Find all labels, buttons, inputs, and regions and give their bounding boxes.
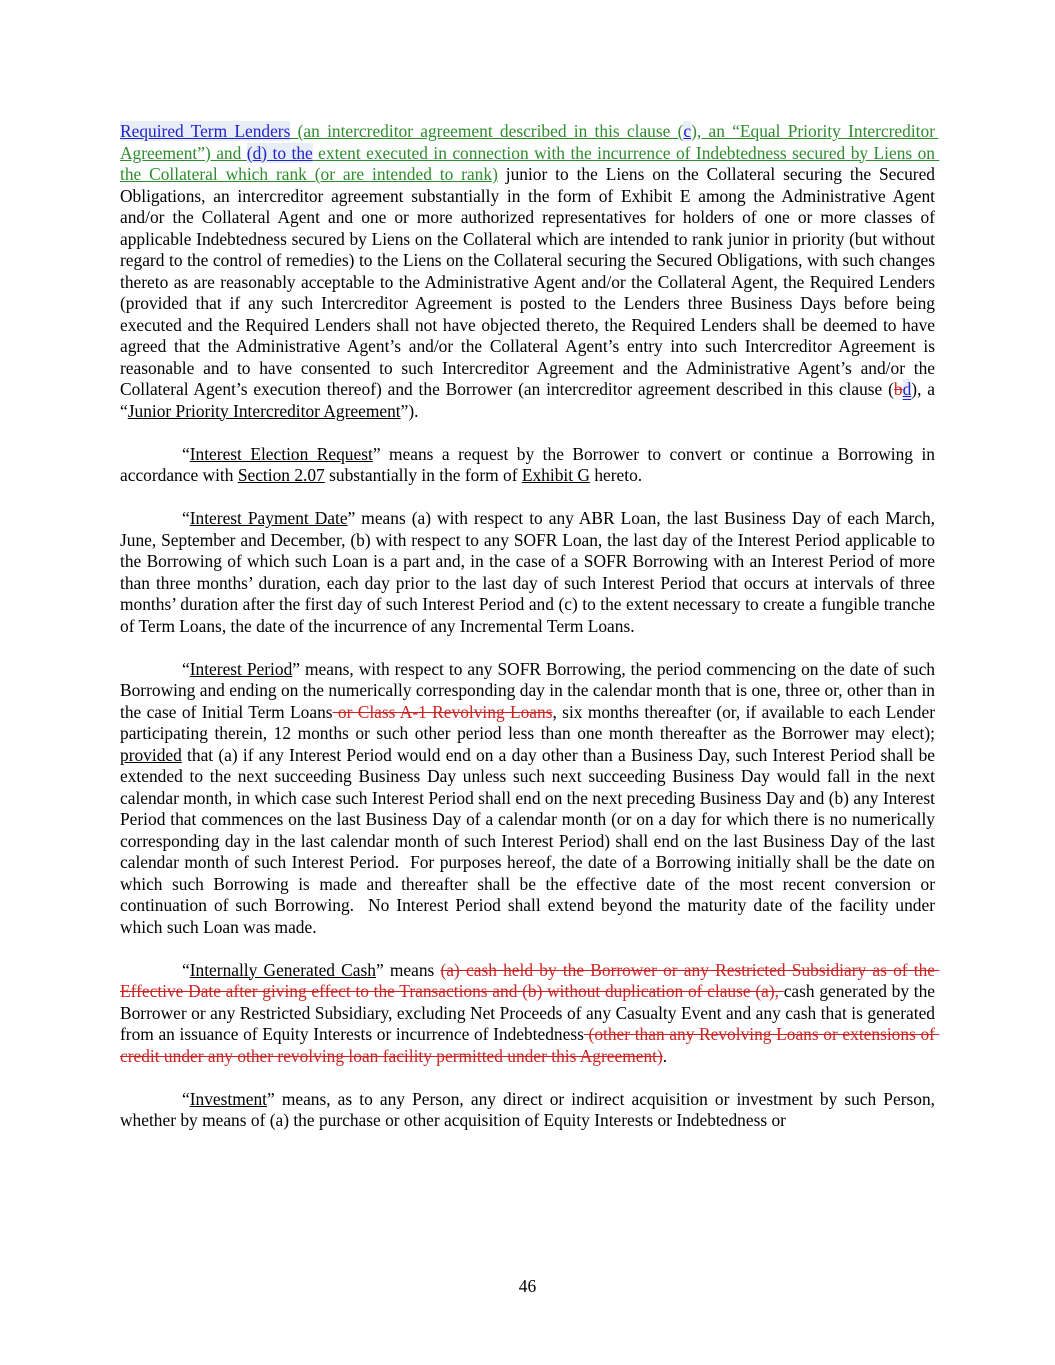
text-run-normal: that (a) if any Interest Period would end on a day other than a Business Day, such Interest Period shall be extended to the next succeeding Business Day unless such next succeeding Business Day would fall in the next calendar month, in which case such Interest Period shall end on the next preceding Business Day and (b) any Interest Period that commences on the last Business Day of a calendar month (or on a day for which there is no numerically corresponding day in the last calendar month of such Interest Period) shall end on the last Business Day of the last calendar month of such Interest Period. For purposes hereof, the date of a Borrowing initially shall be the date on which such Borrowing is made and thereafter shall be the effective date of the most recent conversion or continuation of such Borrowing. No Interest Period shall extend beyond the maturity date of the facility under which such Loan was made. — [120, 744, 940, 937]
text-run-normal: “ — [182, 508, 190, 528]
text-run-normal: substantially in the form of — [324, 465, 522, 485]
text-run-defined: Interest Payment Date — [189, 508, 348, 528]
text-run-ins-blue: Required Term Lenders — [120, 121, 291, 141]
text-run-del: (a) cash held by the Borrower or any Restricted Subsidiary as of the Effective Date after giving effect to the Transactions and (b) without duplication of clause (a), — [120, 959, 940, 1001]
page-number: 46 — [518, 1276, 537, 1296]
text-run-del: (other than any Revolving Loans or extensions of credit under any other revolving loan facility permitted under this Agreement) — [120, 1024, 940, 1066]
paragraph-1 — [120, 121, 940, 422]
text-run-normal: ”). — [400, 400, 419, 421]
text-run-ins-blue-dbl: d — [902, 379, 912, 399]
text-run-normal: “ — [182, 658, 190, 679]
text-run-ins-blue: (d) to the — [246, 142, 313, 163]
text-run-defined: Interest Period — [189, 658, 293, 679]
text-run-normal: junior to the Liens on the Collateral securing the Secured Obligations, an intercreditor agreement substantially in the form of Exhibit E among the Administrative Agent and/or the Collateral Agent and one or more authorized representatives for holders of one or more classes of applicable Indebtedness secured by Liens on the Collateral which are intended to rank junior in priority (but without regard to the control of remedies) to the Liens on the Collateral securing the Secured Obligations, with such changes thereto as are reasonably acceptable to the Administrative Agent and/or the Collateral Agent, the Required Lenders (provided that if any such Intercreditor Agreement is posted to the Lenders three Business Days before being executed and the Required Lenders shall not have objected thereto, the Required Lenders shall be deemed to have agreed that the Administrative Agent’s and/or the Collateral Agent’s entry into such Intercreditor Agreement is reasonable and to have consented to such Intercreditor Agreement and the Administrative Agent’s and/or the Collateral Agent’s execution thereof) and the Borrower (an intercreditor agreement described in this clause ( — [120, 164, 940, 399]
text-run-normal: ), a “ — [120, 379, 940, 421]
paragraph-4 — [120, 658, 940, 939]
paragraph-3 — [120, 508, 940, 637]
text-run-ins-green: (an intercreditor agreement described in this clause ( — [290, 121, 684, 141]
text-run-normal: “ — [182, 443, 190, 464]
text-run-normal: ” means (a) with respect to any ABR Loan, the last Business Day of each March, June, September and December, (b) with respect to any SOFR Loan, the last day of the Interest Period applicable to the Borrowing of which such Loan is a part and, in the case of a SOFR Borrowing with an Interest Period of more than three months’ duration, each day prior to the last day of such Interest Period that occurs at intervals of three months’ duration after the first day of such Interest Period and (c) to the extent necessary to create a fungible tranche of Term Loans, the date of the incurrence of any Incremental Term Loans. — [120, 508, 940, 636]
text-run-normal: . — [662, 1045, 668, 1066]
paragraph-2 — [120, 443, 940, 487]
document-body — [120, 121, 940, 1153]
text-run-del: b — [893, 379, 903, 399]
text-run-normal: ” means, as to any Person, any direct or indirect acquisition or investment by such Person, whether by means of (a) the purchase or other acquisition of Equity Interests or Indebtedness or — [120, 1088, 940, 1130]
text-run-ins-green: extent executed in connection with the incurrence of Indebtedness secured by Liens on the Collateral which rank (or are intended to rank) — [120, 142, 940, 184]
text-run-ins-green: ), an “Equal Priority Intercreditor Agreement”) and — [120, 121, 939, 163]
text-run-defined: Investment — [189, 1088, 268, 1109]
paragraph-6 — [120, 1088, 940, 1132]
text-run-normal: cash generated by the Borrower or any Restricted Subsidiary, excluding Net Proceeds of any Casualty Event and any cash that is generated from an issuance of Equity Interests or incurrence of Indebtedness — [120, 981, 940, 1044]
text-run-defined: provided — [120, 744, 182, 765]
text-run-defined: Internally Generated Cash — [189, 959, 376, 980]
text-run-normal: , six months thereafter (or, if available to each Lender participating therein, 12 months or such other period less than one month thereafter as the Borrower may elect); — [120, 701, 940, 743]
text-run-normal: ” means, with respect to any SOFR Borrowing, the period commencing on the date of such Borrowing and ending on the numerically corresponding day in the calendar month that is one, three or, other than in the case of Initial Term Loans — [120, 658, 940, 722]
text-run-defined: Interest Election Request — [189, 443, 373, 464]
text-run-del: or Class A-1 Revolving Loans — [332, 701, 553, 722]
text-run-normal: ” means — [375, 959, 441, 980]
paragraph-5 — [120, 959, 940, 1068]
text-run-normal: “ — [182, 959, 190, 980]
text-run-defined: Exhibit G — [521, 465, 590, 485]
text-run-defined: Section 2.07 — [237, 465, 325, 485]
text-run-normal: ” means a request by the Borrower to convert or continue a Borrowing in accordance with — [120, 443, 940, 485]
text-run-normal: hereto. — [589, 465, 643, 485]
text-run-ins-blue: c — [683, 121, 692, 141]
text-run-normal: “ — [182, 1088, 190, 1109]
text-run-defined: Junior Priority Intercreditor Agreement — [127, 400, 401, 421]
